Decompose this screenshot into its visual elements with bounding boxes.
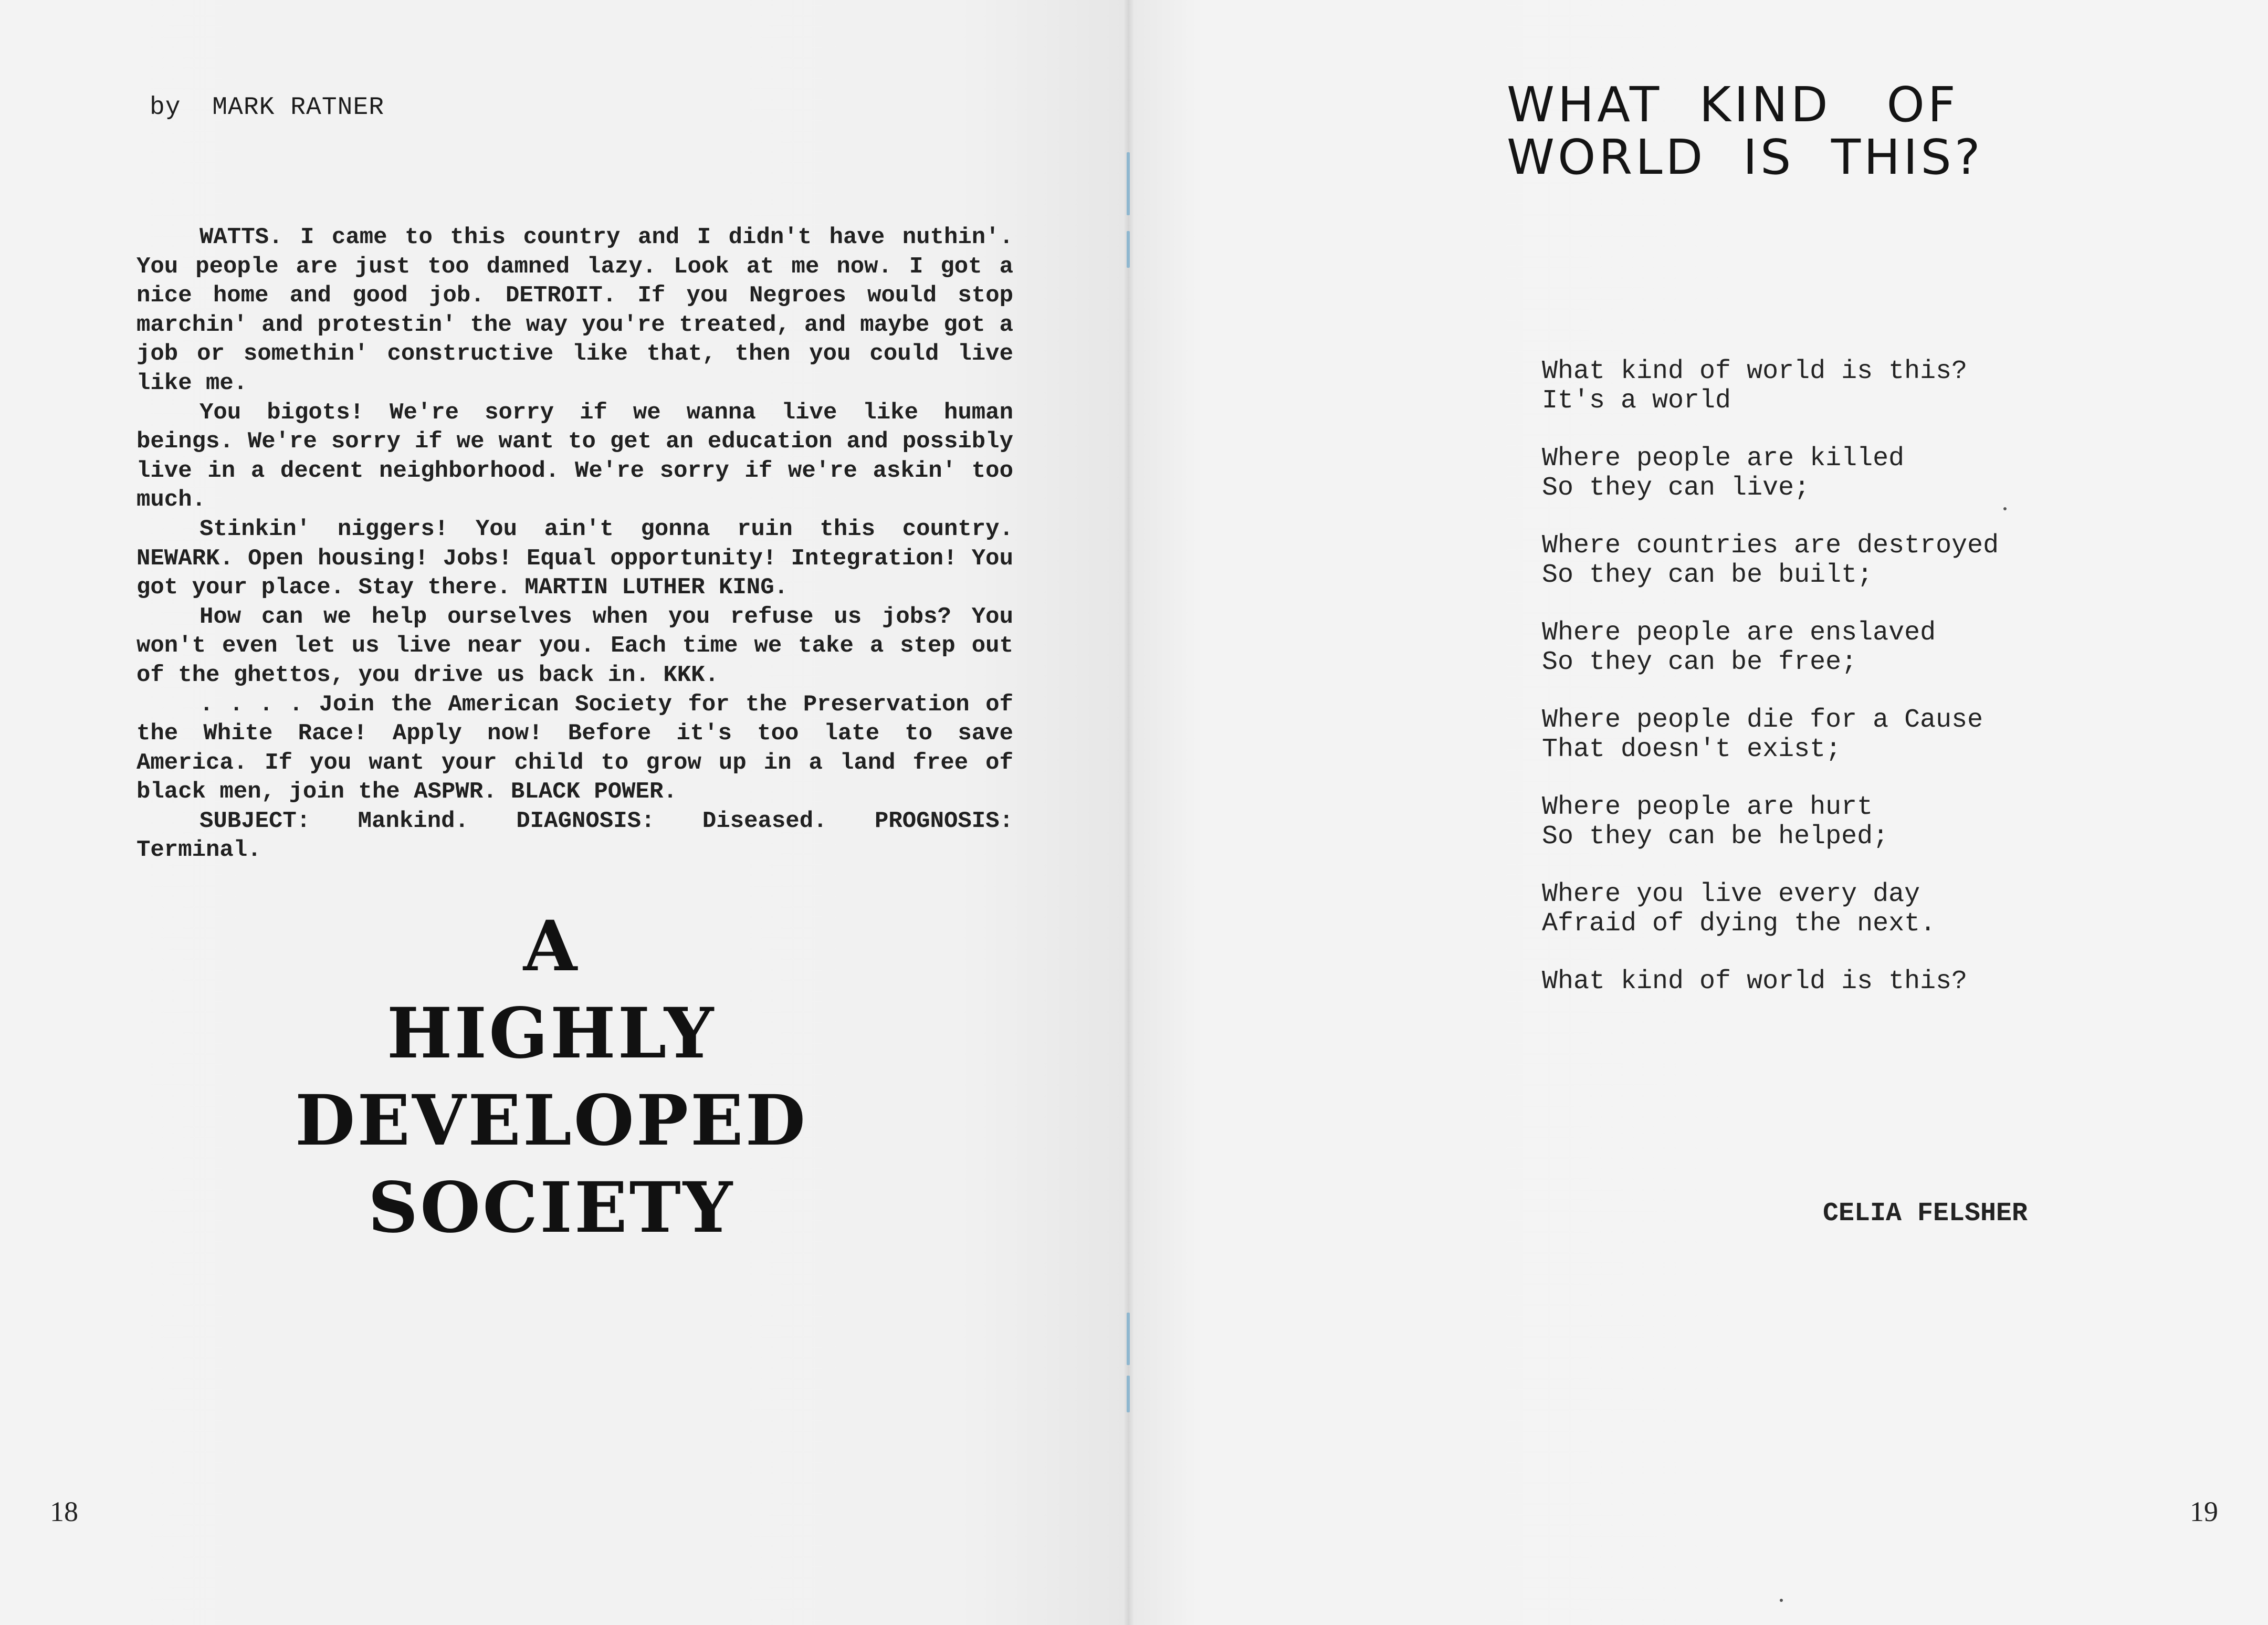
essay-paragraph: SUBJECT: Mankind. DIAGNOSIS: Diseased. PROGNOSIS: Terminal.	[136, 808, 1013, 864]
headline-line: A	[523, 906, 580, 987]
essay-paragraph: Stinkin' niggers! You ain't gonna ruin this country. NEWARK. Open housing! Jobs! Equal opportunity! Integration! You got your place. Stay there. MARTIN LUTHER KING.	[136, 516, 1013, 601]
page-number-right: 19	[2190, 1496, 2218, 1527]
poem-line: Where countries are destroyed	[1542, 531, 1999, 561]
poem-line: Where people are enslaved	[1542, 618, 1936, 648]
essay-paragraph: You bigots! We're sorry if we wanna live like human beings. We're sorry if we want to get an education and possibly live in a decent neighborhood. We're sorry if we're askin' too much.	[136, 399, 1013, 513]
page-number-left: 18	[50, 1496, 78, 1527]
poem-line: So they can be built;	[1542, 560, 1873, 590]
poem-body	[1542, 357, 1999, 1025]
headline-line: SOCIETY	[368, 1167, 735, 1249]
poem-line: What kind of world is this?	[1542, 357, 1968, 386]
headline-line: DEVELOPED	[295, 1080, 808, 1161]
poem-stanza	[1542, 793, 1999, 852]
poem-title	[1507, 79, 1983, 184]
staple	[1127, 152, 1130, 215]
poem-line: What kind of world is this?	[1542, 967, 1968, 997]
poem-line: It's a world	[1542, 386, 1731, 416]
poem-line: So they can live;	[1542, 473, 1810, 503]
staple	[1127, 1376, 1130, 1412]
poem-line: Where you live every day	[1542, 879, 1920, 909]
essay-paragraph: How can we help ourselves when you refuse us jobs? You won't even let us live near you. Each time we take a step out of the ghettos, you drive us back in. KKK.	[136, 603, 1013, 688]
left-page	[0, 0, 1129, 1625]
staple	[1127, 1313, 1130, 1365]
poem-stanza	[1542, 444, 1999, 503]
poem-stanza	[1542, 531, 1999, 590]
poem-line: Where people are hurt	[1542, 792, 1873, 822]
poem-stanza	[1542, 967, 1999, 997]
ink-speck	[1780, 1599, 1783, 1602]
poem-title-line: WHAT KIND OF	[1507, 77, 1959, 133]
poem-line: That doesn't exist;	[1542, 735, 1842, 764]
poem-line: So they can be free;	[1542, 647, 1857, 677]
headline-line: HIGHLY	[386, 993, 716, 1074]
essay-body	[136, 223, 1013, 865]
poem-stanza	[1542, 618, 1999, 677]
byline: by MARK RATNER	[150, 93, 385, 122]
poem-line: Afraid of dying the next.	[1542, 909, 1936, 939]
poem-stanza	[1542, 880, 1999, 939]
poem-line: So they can be helped;	[1542, 822, 1889, 852]
poem-title-line: WORLD IS THIS?	[1507, 129, 1983, 185]
staple	[1127, 231, 1130, 268]
right-page	[1129, 0, 2268, 1625]
ink-speck	[2003, 507, 2007, 510]
poem-stanza	[1542, 357, 1999, 416]
poem-line: Where people die for a Cause	[1542, 705, 1983, 735]
essay-paragraph: WATTS. I came to this country and I didn't have nuthin'. You people are just too damned lazy. Look at me now. I got a nice home and good job. DETROIT. If you Negroes would stop marchin' and protestin' the way you're treated, and maybe got a job or somethin' constructive like that, then you could live like me.	[136, 224, 1013, 396]
poem-line: Where people are killed	[1542, 444, 1905, 474]
poem-author: CELIA FELSHER	[1823, 1199, 2028, 1229]
essay-paragraph: . . . . Join the American Society for the Preservation of the White Race! Apply now! Before it's too late to save America. If you want your child to grow up in a land free of black men, join the ASPWR. BLACK POWER.	[136, 691, 1013, 805]
essay-headline	[273, 903, 830, 1252]
poem-stanza	[1542, 706, 1999, 764]
